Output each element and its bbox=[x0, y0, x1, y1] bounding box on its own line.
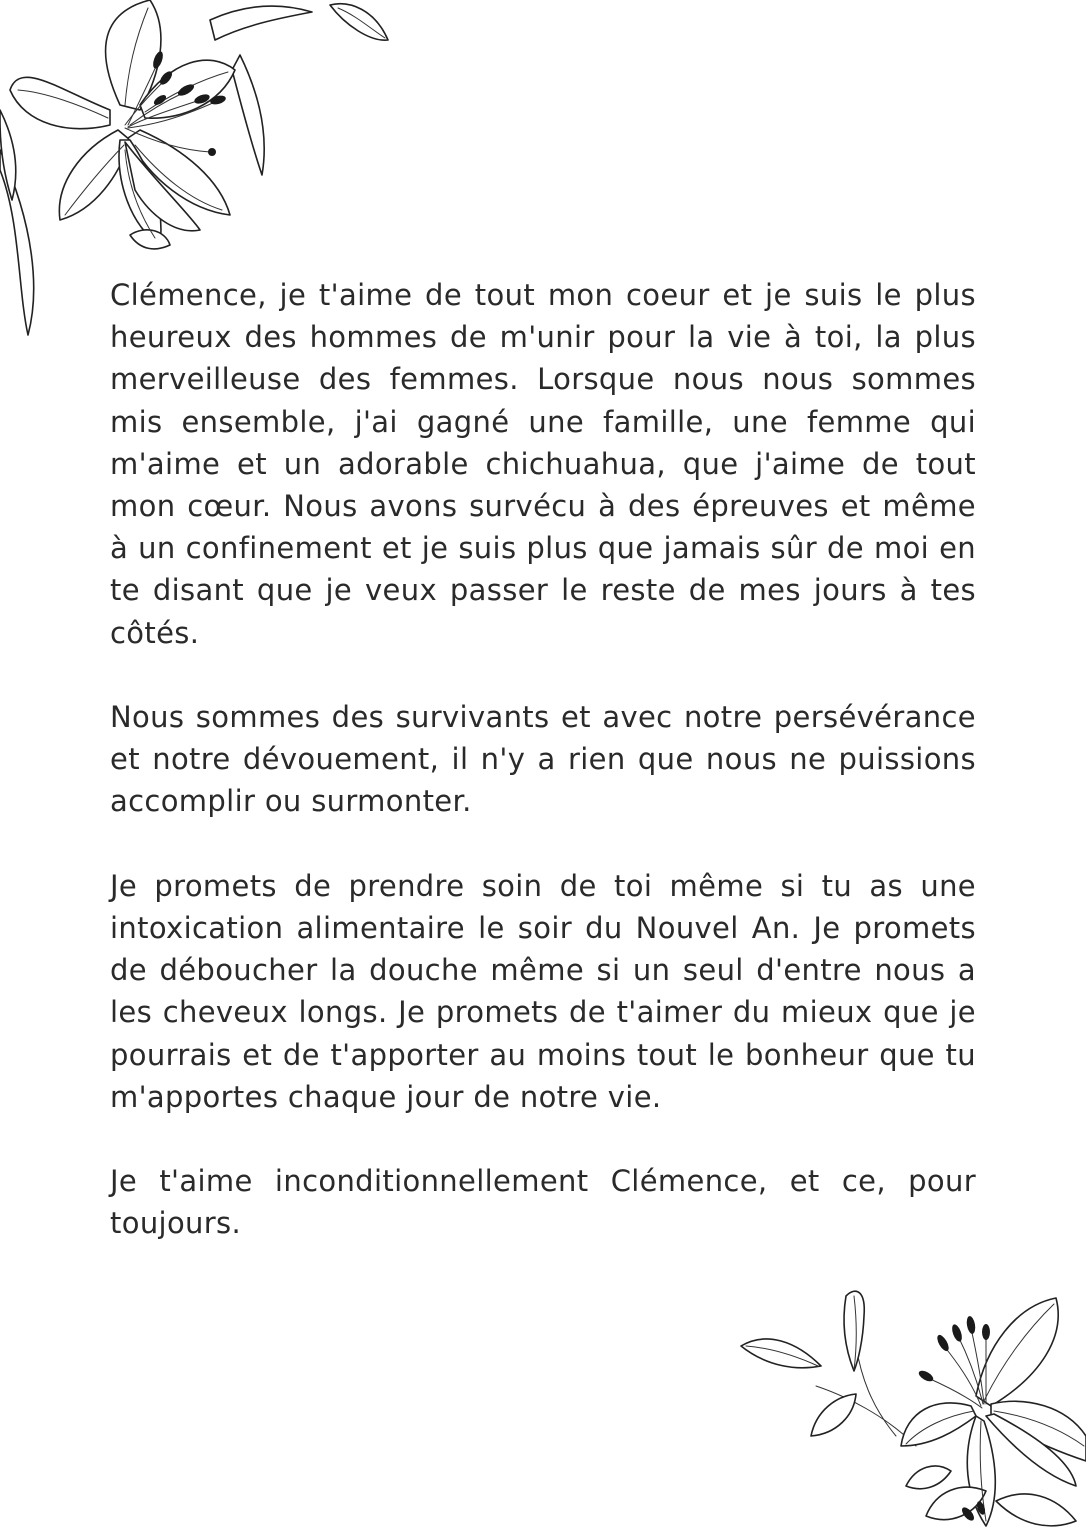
letter-paragraph-4: Je t'aime inconditionnellement Clémence, et ce, pour toujours. bbox=[110, 1164, 976, 1241]
lily-flower-bottom-right-illustration bbox=[736, 1286, 1086, 1536]
letter-paragraph-2: Nous sommes des survivants et avec notre persévérance et notre dévouement, il n'y a rien que nous ne puissions accomplir ou surmonter. bbox=[110, 700, 976, 819]
letter-paragraph-3: Je promets de prendre soin de toi même si tu as une intoxication alimentaire le soir du Nouvel An. Je promets de déboucher la douche même si un seul d'entre nous a les cheveux longs. Je promets de t'aimer du mieux que je pourrais et de t'apporter au moins tout le bonheur que tu m'apportes chaque jour de notre vie. bbox=[110, 868, 976, 1114]
letter-body bbox=[110, 274, 976, 1245]
letter-paragraph-1: Clémence, je t'aime de tout mon coeur et je suis le plus heureux des hommes de m'unir pour la vie à toi, la plus merveilleuse des femmes. Lorsque nous nous sommes mis ensemble, j'ai gagné une famille, une femme qui m'aime et un adorable chichuahua, que j'aime de tout mon cœur. Nous avons survécu à des épreuves et même à un confinement et je suis plus que jamais sûr de moi en te disant que je veux passer le reste de mes jours à tes côtés. bbox=[110, 278, 976, 650]
